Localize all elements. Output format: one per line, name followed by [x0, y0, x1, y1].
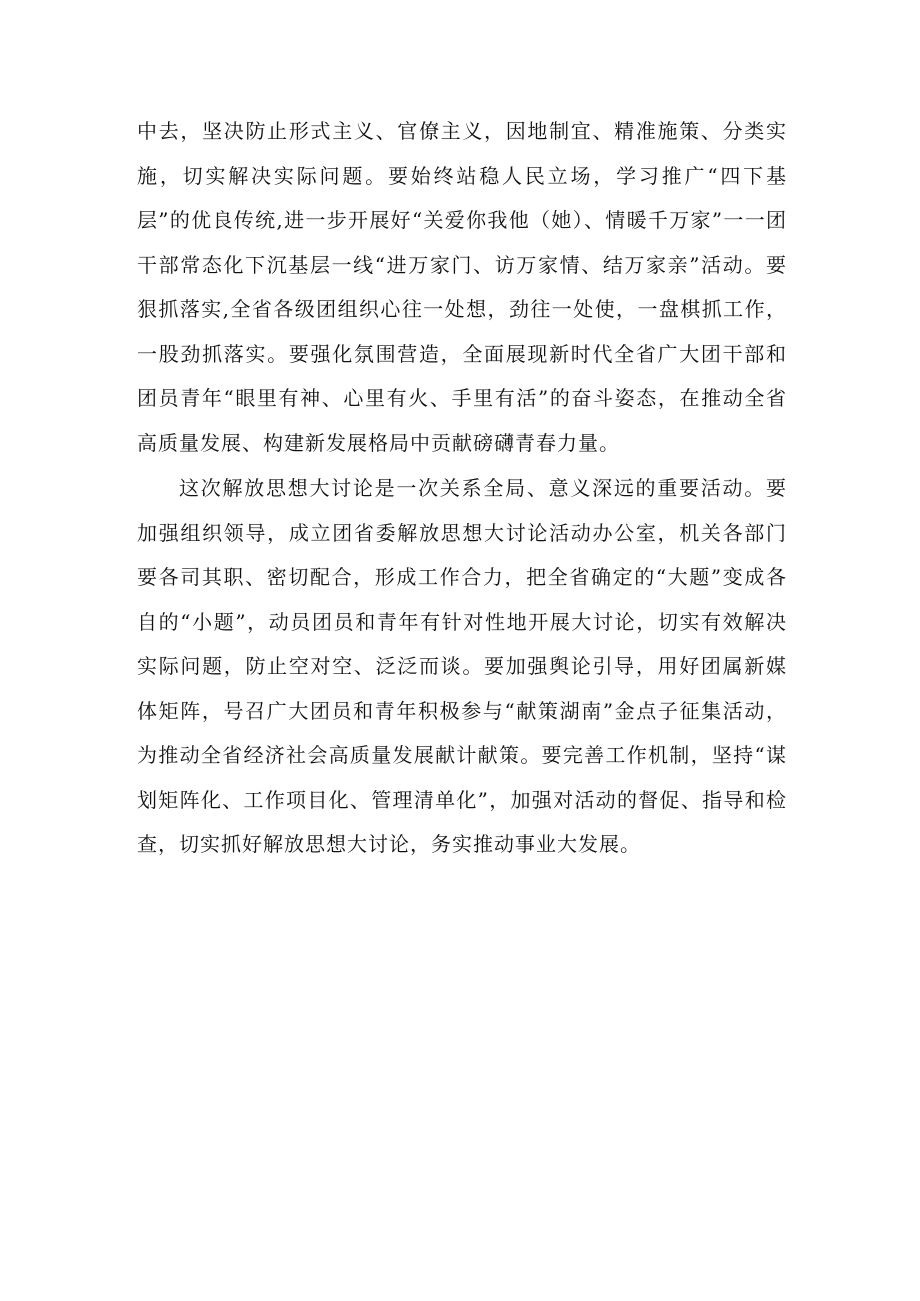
paragraph-discussion: 这次解放思想大讨论是一次关系全局、意义深远的重要活动。要加强组织领导，成立团省委解放思想大讨论活动办公室，机关各部门要各司其职、密切配合，形成工作合力，把全省确定的“大题”变成各自的“小题”，动员团员和青年有针对性地开展大讨论，切实有效解决实际问题，防止空对空、泛泛而谈。要加强舆论引导，用好团属新媒体矩阵，号召广大团员和青年积极参与“献策湖南”金点子征集活动，为推动全省经济社会高质量发展献计献策。要完善工作机制，坚持“谋划矩阵化、工作项目化、管理清单化”，加强对活动的督促、指导和检查，切实抓好解放思想大讨论，务实推动事业大发展。	[137, 476, 787, 856]
paragraph-continued: 中去，坚决防止形式主义、官僚主义，因地制宜、精准施策、分类实施，切实解决实际问题。要始终站稳人民立场，学习推广“四下基层”的优良传统,进一步开展好“关爱你我他（她）、情暖千万家”一一团干部常态化下沉基层一线“进万家门、访万家情、结万家亲”活动。要狠抓落实,全省各级团组织心往一处想，劲往一处使，一盘棋抓工作，一股劲抓落实。要强化氛围营造，全面展现新时代全省广大团干部和团员青年“眼里有神、心里有火、手里有活”的奋斗姿态，在推动全省高质量发展、构建新发展格局中贡献磅礴青春力量。	[137, 119, 787, 455]
body-text	[137, 109, 787, 867]
